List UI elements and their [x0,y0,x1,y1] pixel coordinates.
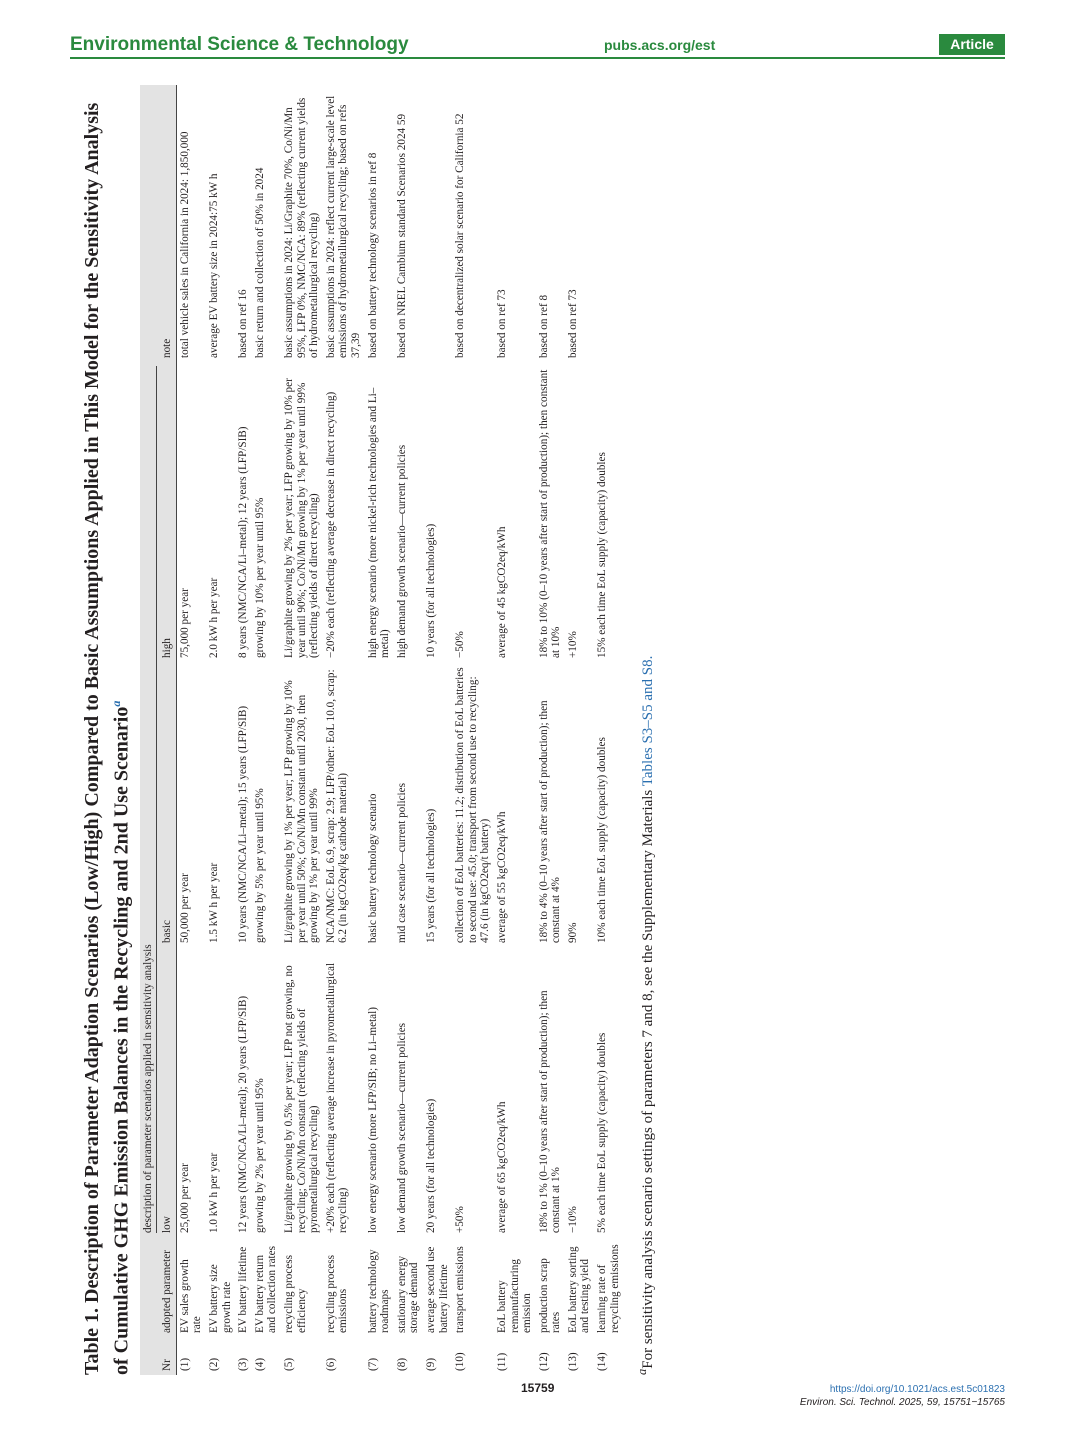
cell-low: +50% [454,1206,467,1233]
cell-high: 18% to 10% (0–10 years after start of production); then constant at 10% [537,369,563,658]
cell-basic: NCA/NMC: EoL 6.9, scrap: 2.9; LFP/other: EoL 10.0, scrap: 6.2 (in kgCO2eq/kg cathode material) [324,669,350,943]
cell-basic: 10% each time EoL supply (capacity) doubles [596,737,609,943]
doi-link[interactable]: https://doi.org/10.1021/acs.est.5c01823 [829,1384,1005,1395]
cell-low: low energy scenario (more LFP/SIB; no Li–metal) [366,1007,379,1233]
col-note: note [159,85,176,362]
header-blank-nr [140,1337,160,1375]
cell-param: recycling process efficiency [283,1255,308,1333]
table-row [365,85,394,1375]
cell-low: 25,000 per year [178,1163,191,1233]
cell-basic: basic battery technology scenario [366,793,379,943]
table-row [235,85,252,1375]
table-footnote [635,75,657,1375]
cell-low: average of 65 kgCO2eq/kWh [495,1101,508,1233]
cell-low: 18% to 1% (0–10 years after start of production); then constant at 1% [537,990,563,1233]
table-row [423,85,452,1375]
cell-param: stationary energy storage demand [395,1255,421,1333]
cell-high: −50% [454,631,467,658]
table-row [281,85,323,1375]
cell-high: high demand growth scenario—current policies [395,444,408,658]
cell-note [594,85,623,362]
cell-note: based on decentralized solar scenario for California 52 [454,113,467,358]
cell-low: 1.0 kW h per year [208,1152,221,1233]
cell-basic: mid case scenario—current policies [395,783,408,943]
cell-high: +10% [566,631,579,658]
col-basic: basic [159,662,176,947]
cell-high: Li/graphite growing by 2% per year; LFP growing by 10% per year until 90%; Co/Ni/Mn growing by 1% per year until 99% (reflecting yields of direct recycling) [283,378,321,658]
table-row [176,85,206,1375]
cell-high: 8 years (NMC/NCA/Li–metal); 12 years (LFP/SIB) [237,426,250,658]
cell-param: production scrap rates [537,1258,563,1333]
cell-note: basic return and collection of 50% in 2024 [253,167,266,358]
cell-nr: (10) [454,1352,467,1371]
cell-param: EoL battery sorting and testing yield [566,1246,592,1333]
rotated-table-block [80,75,1010,1375]
table-row [452,85,494,1375]
cell-param: EV battery size growth rate [208,1264,233,1333]
cell-note [423,85,452,362]
col-param: adopted parameter [159,1237,176,1337]
cell-nr: (7) [366,1357,379,1371]
cell-high: 2.0 kW h per year [208,577,221,658]
cell-param: battery technology roadmaps [366,1249,392,1333]
table-row [206,85,235,1375]
cell-high: high energy scenario (more nickel-rich technologies and Li–metal) [366,387,392,658]
cell-high: growing by 10% per year until 95% [253,497,266,658]
table-row [565,85,594,1375]
cell-basic: collection of EoL batteries: 11.2; distribution of EoL batteries to second use: 45.0; transport from second use to recycling: 47.6 (in kgCO2eq/t battery) [454,667,492,943]
cell-low: low demand growth scenario—current policies [395,1022,408,1233]
cell-note: based on battery technology scenarios in ref 8 [366,152,379,358]
cell-basic: Li/graphite growing by 1% per year; LFP growing by 10% per year until 50%; Co/Ni/Mn constant until 2030, then growing by 1% per year until 99% [283,680,321,943]
cell-note: based on ref 8 [537,294,550,358]
table-row [323,85,365,1375]
table-row [394,85,423,1375]
cell-low: 5% each time EoL supply (capacity) doubles [596,1032,609,1233]
cell-basic: 15 years (for all technologies) [424,808,437,943]
cell-low: 12 years (NMC/NCA/Li–metal); 20 years (LFP/SIB) [237,995,250,1233]
citation: Environ. Sci. Technol. 2025, 59, 15751−15765 [799,1397,1005,1408]
cell-nr: (3) [237,1357,250,1371]
col-nr: Nr [159,1337,176,1375]
col-low: low [159,947,176,1237]
cell-low: 20 years (for all technologies) [424,1098,437,1233]
table-body [176,85,623,1375]
table-row [494,85,536,1375]
cell-param: EV battery return and collection rates [253,1246,279,1333]
footnote-mark: a [635,1368,650,1375]
cell-high: 75,000 per year [178,588,191,658]
cell-note: average EV battery size in 2024:75 kW h [208,173,221,358]
cell-low: Li/graphite growing by 0.5% per year; LFP not growing, no recycling; Co/Ni/Mn constant (reflecting yields of pyrometallurgical recycling) [283,965,321,1233]
cell-note: basic assumptions in 2024: reflect current large-scale level emissions of hydrometallurgical recycling; based on refs 37,39 [324,95,362,358]
cell-param: EV sales growth rate [178,1259,204,1333]
page-header [70,34,1005,56]
cell-nr: (6) [324,1357,337,1371]
cell-basic: 18% to 4% (0–10 years after start of production); then constant at 4% [537,700,563,943]
cell-nr: (1) [178,1357,191,1371]
cell-param: transport emissions [454,1246,467,1333]
table-row [594,85,623,1375]
cell-param: EoL battery remanufacturing emission [495,1259,534,1333]
footnote-text: For sensitivity analysis scenario settings of parameters 7 and 8, see the Supplementary Materials [640,786,657,1369]
footnote-link[interactable]: Tables S3–S5 and S8. [640,655,657,787]
header-blank-note [140,85,160,362]
article-badge: Article [939,34,1005,55]
cell-nr: (2) [208,1357,221,1371]
cell-nr: (14) [596,1352,609,1371]
table-row [536,85,565,1375]
journal-title: Environmental Science & Technology [70,34,409,55]
cell-high: −20% each (reflecting average decrease in direct recycling) [324,391,337,658]
cell-nr: (9) [424,1357,437,1371]
caption-footnote-mark[interactable]: a [109,700,123,707]
cell-param: EV battery lifetime [237,1246,250,1333]
cell-low: growing by 2% per year until 95% [253,1078,266,1233]
cell-note: basic assumptions in 2024: Li/Graphite 70%, Co/Ni/Mn 95%, LFP 0%, NMC/NCA: 89% (reflecting current yields of hydrometallurgical recycling) [283,97,321,358]
journal-site[interactable]: pubs.acs.org/est [604,37,716,53]
cell-basic: growing by 5% per year until 95% [253,788,266,943]
cell-nr: (4) [253,1357,266,1371]
cell-basic: average of 55 kgCO2eq/kWh [495,811,508,943]
cell-basic: 10 years (NMC/NCA/Li–metal); 15 years (LFP/SIB) [237,705,250,943]
cell-low: −10% [566,1206,579,1233]
cell-basic: 90% [566,922,579,943]
cell-high: average of 45 kgCO2eq/kWh [495,526,508,658]
cell-param: learning rate of recycling emissions [596,1244,621,1333]
group-header: description of parameter scenarios applied in sensitivity analysis [140,362,160,1237]
cell-note: based on ref 16 [237,289,250,358]
cell-nr: (8) [395,1357,408,1371]
assumptions-table [140,85,624,1375]
page-number: 15759 [521,1381,555,1395]
table-row [252,85,281,1375]
cell-nr: (5) [283,1357,295,1371]
cell-param: recycling process emissions [324,1255,350,1333]
cell-note: based on ref 73 [566,289,579,358]
cell-param: average second use battery lifetime [424,1246,450,1333]
cell-note: based on NREL Cambium standard Scenarios 2024 59 [395,113,408,358]
cell-basic: 50,000 per year [178,873,191,943]
cell-nr: (13) [566,1352,579,1371]
caption-text: Table 1. Description of Parameter Adaption Scenarios (Low/High) Compared to Basic Assumptions Applied in This Model for the Sensitivity Analysis of Cumulative GHG Emission Balances in the Recycling and 2nd Use Scenario [81,102,133,1375]
col-high: high [159,362,176,662]
cell-high: 15% each time EoL supply (capacity) doubles [596,452,609,658]
cell-note: based on ref 73 [495,289,508,358]
cell-basic: 1.5 kW h per year [208,862,221,943]
cell-high: 10 years (for all technologies) [424,523,437,658]
header-rule [70,57,1005,59]
header-blank-param [140,1237,160,1337]
cell-low: +20% each (reflecting average increase in pyrometallurgical recycling) [324,962,350,1233]
table-caption [80,85,134,1375]
cell-nr: (12) [537,1352,550,1371]
cell-nr: (11) [495,1352,508,1371]
cell-note: total vehicle sales in California in 2024: 1,850,000 [178,131,191,358]
